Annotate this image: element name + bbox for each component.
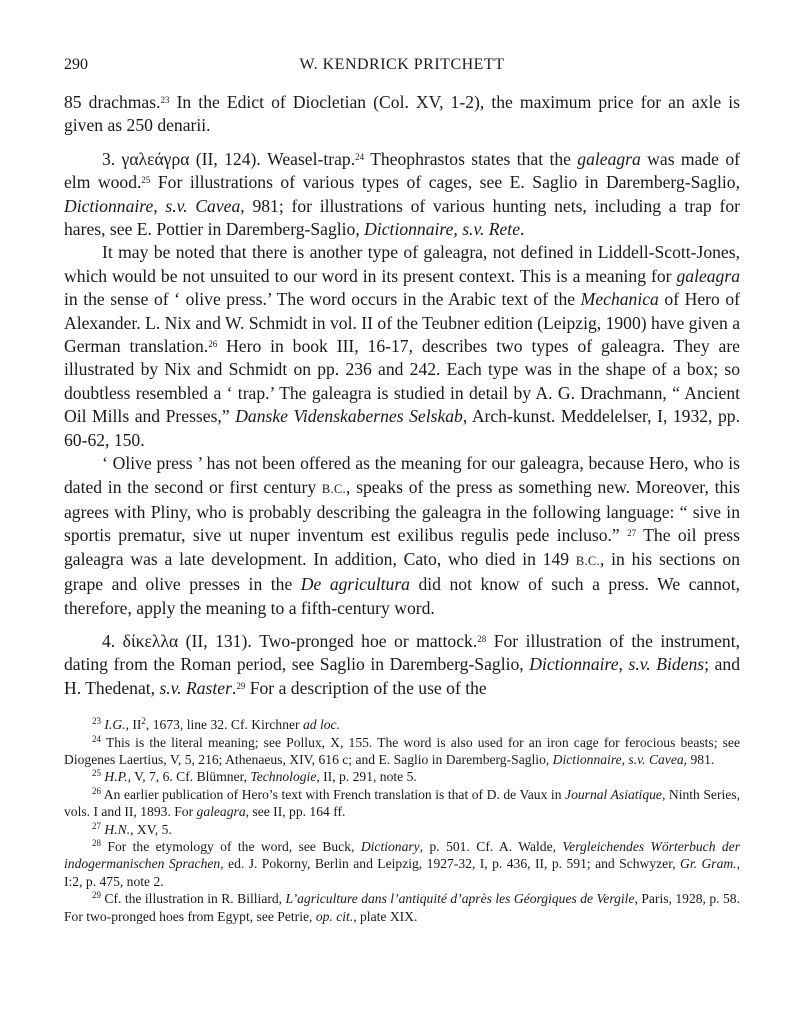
paragraph — [64, 630, 740, 700]
running-head: W. KENDRICK PRITCHETT — [299, 56, 505, 73]
text-run: Technologie — [250, 769, 317, 785]
footnote-ref: 2 — [141, 716, 146, 727]
footnote-ref: 27 — [92, 820, 101, 831]
text-run: . — [520, 219, 525, 240]
text-run: It may be noted that there is another type of galeagra, not defined in Liddell-Scott-Jones, which would be not unsuited to our word in its present context. This is a meaning for — [64, 242, 740, 286]
text-run: , 1673, line 32. Cf. Kirchner — [145, 717, 303, 733]
text-run: , I:2, p. 475, note 2. — [64, 856, 740, 889]
text-run: Vergleichendes Wörterbuch der indogermanischen Sprachen — [64, 839, 740, 872]
text-run: , see II, pp. 164 ff. — [245, 804, 346, 820]
footnote-ref: 27 — [627, 528, 637, 539]
paragraph — [64, 452, 740, 620]
text-run: , plate XIX. — [353, 908, 418, 924]
footnote-ref: 23 — [160, 95, 170, 105]
text-run: in the sense of ‘ olive press.’ The word occurs in the Arabic text of the — [64, 289, 581, 310]
text-run: In the Edict of Diocletian (Col. XV, 1-2), the maximum price for an axle is given as 250 denarii. — [64, 92, 740, 136]
text-run: of Hero of Alexander. L. Nix and W. Schmidt in vol. II of the Teubner edition (Leipzig, 1900) have given a German translation. — [64, 289, 740, 357]
text-run: H.N. — [104, 821, 131, 837]
footnote — [64, 786, 740, 821]
text-run: , ed. J. Pokorny, Berlin and Leipzig, 1927-32, I, p. 436, II, p. 591; and Schwyzer, — [220, 856, 681, 872]
text-run: Mechanica — [580, 289, 659, 310]
text-run: , V, 7, 6. Cf. Blümner, — [127, 769, 251, 785]
text-run: galeagra — [676, 265, 740, 286]
text-run: , II, p. 291, note 5. — [316, 769, 417, 785]
text-run: , XV, 5. — [130, 821, 172, 837]
text-run: , 981; for illustrations of various hunting nets, including a trap for hares, see E. Pottier in Daremberg-Saglio, — [64, 195, 740, 240]
page-number: 290 — [64, 56, 88, 73]
text-run: I.G. — [104, 717, 126, 733]
text-run: Dictionnaire, s.v. Cavea — [64, 195, 241, 216]
footnote-ref: 29 — [92, 890, 101, 901]
text-run: H.P. — [104, 769, 128, 785]
text-run: 85 drachmas. — [64, 92, 161, 112]
footnote-ref: 26 — [208, 339, 218, 350]
text-run: For the etymology of the word, see Buck, — [101, 839, 361, 854]
text-run: B.C. — [321, 481, 346, 496]
text-run: For a description of the use of the — [245, 677, 487, 698]
footnotes — [64, 716, 740, 925]
footnote — [64, 838, 740, 890]
text-run: B.C. — [575, 553, 600, 568]
text-run: Journal Asiatique — [565, 786, 662, 802]
footnote — [64, 890, 740, 925]
footnote-ref: 25 — [92, 768, 101, 779]
text-run: galeagra — [577, 148, 641, 169]
text-run: , Ninth Series, vols. I and II, 1893. For — [64, 786, 740, 820]
page — [64, 56, 740, 925]
footnote-ref: 26 — [92, 785, 101, 796]
paragraph — [64, 148, 740, 242]
footnote-ref: 24 — [92, 733, 101, 744]
text-run: Dictionary — [360, 839, 420, 854]
text-run: For illustrations of various types of cages, see E. Saglio in Daremberg-Saglio, — [150, 172, 740, 193]
text-run: L’agriculture dans l’antiquité d’après les Géorgiques de Vergile — [285, 891, 635, 907]
text-run: The oil press galeagra was a late development. In addition, Cato, who died in 149 — [64, 525, 740, 569]
page-header — [64, 56, 740, 80]
text-run: Cf. the illustration in R. Billiard, — [101, 891, 286, 907]
text-run: ‘ Olive press ’ has not been offered as the meaning for our galeagra, because Hero, who is dated in the second or first century — [64, 453, 740, 497]
text-run: , speaks of the press as something new. Moreover, this agrees with Pliny, who is probably describing the galeagra in the following language: “ sive in sportis prematur, sive ut nuper inventum est exilibus regulis pede incluso.” — [64, 476, 740, 546]
text-run: . — [231, 677, 237, 698]
footnote-ref: 28 — [92, 838, 101, 848]
text-run: galeagra — [196, 804, 246, 820]
text-run: , II — [125, 717, 142, 733]
text-run: Dictionnaire, s.v. Rete — [364, 219, 521, 240]
body-text — [64, 91, 740, 700]
text-run: ad loc. — [302, 717, 340, 733]
text-run: s.v. Raster — [159, 677, 232, 698]
footnote — [64, 716, 740, 733]
footnote — [64, 734, 740, 769]
text-run: 3. γαλεάγρα (II, 124). Weasel-trap. — [102, 148, 356, 169]
footnote-ref: 29 — [236, 680, 246, 691]
footnote — [64, 821, 740, 838]
text-run: De agricultura — [300, 574, 410, 595]
text-run: Dictionnaire, s.v. Bidens — [529, 654, 705, 675]
text-run: , in his sections on grape and olive presses in the — [64, 548, 740, 595]
text-run: This is the literal meaning; see Pollux, X, 155. The word is also used for an iron cage for ferocious beasts; see Diogenes Laertius, V, 5, 216; Athenaeus, XIV, 616 c; and E. Saglio in Daremberg-Saglio, — [64, 734, 740, 767]
text-run: Gr. Gram. — [680, 856, 737, 872]
footnote — [64, 768, 740, 785]
footnote-ref: 25 — [141, 175, 151, 186]
paragraph — [64, 241, 740, 452]
text-run: ; and H. Thedenat, — [64, 654, 740, 698]
text-run: , Arch-kunst. Meddelelser, I, 1932, pp. 60-62, 150. — [64, 406, 740, 450]
text-run: , Paris, 1928, p. 58. For two-pronged hoes from Egypt, see Petrie, — [64, 891, 740, 924]
text-run: For illustration of the instrument, dating from the Roman period, see Saglio in Daremberg-Saglio, — [64, 630, 740, 675]
text-run: Theophrastos states that the — [364, 148, 578, 169]
text-run: Danske Videnskabernes Selskab — [235, 406, 463, 427]
text-run: was made of elm wood. — [64, 148, 740, 193]
text-run: , p. 501. Cf. A. Walde, — [419, 839, 563, 854]
text-run: , 981. — [683, 751, 715, 767]
text-run: An earlier publication of Hero’s text with French translation is that of D. de Vaux in — [101, 786, 566, 802]
footnote-ref: 23 — [92, 716, 101, 727]
text-run: 4. δίκελλα (II, 131). Two-pronged hoe or mattock. — [102, 630, 478, 651]
text-run: Dictionnaire, s.v. Cavea — [552, 751, 684, 767]
footnote-ref: 24 — [355, 151, 365, 162]
text-run: Hero in book III, 16-17, describes two types of galeagra. They are illustrated by Nix and Schmidt on pp. 236 and 242. Each type was in the shape of a box; so doubtless resembled a ‘ trap.’ The galeagra is studied in detail by A. G. Drachmann, “ Ancient Oil Mills and Presses,” — [64, 336, 740, 427]
text-run: did not know of such a press. We cannot, therefore, apply the meaning to a fifth-century word. — [64, 574, 740, 618]
paragraph — [64, 91, 740, 138]
footnote-ref: 28 — [477, 633, 487, 644]
text-run: op. cit. — [315, 908, 354, 924]
